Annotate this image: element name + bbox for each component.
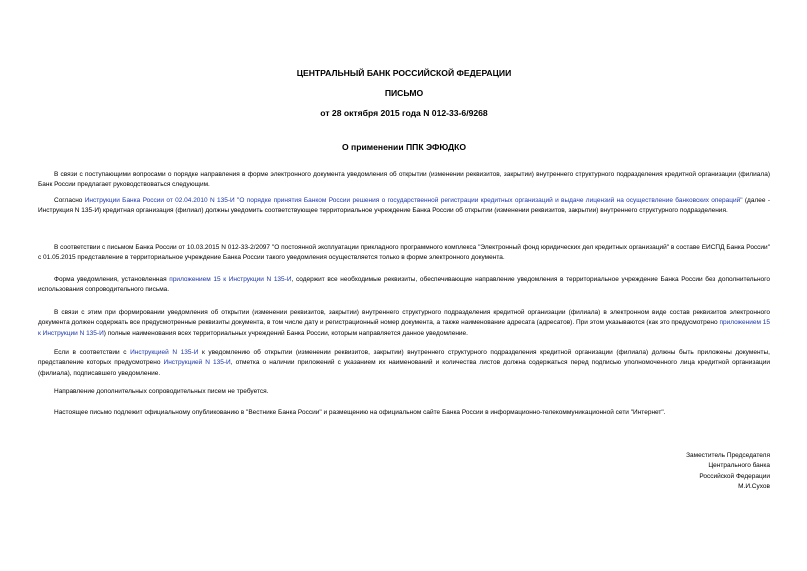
signature-name: М.И.Сухов xyxy=(738,482,770,490)
paragraph-8: Настоящее письмо подлежит официальному опубликованию в "Вестнике Банка России" и размещению на официальном сайте Банка России в информационно-телекоммуникационной сети "Интернет". xyxy=(54,409,666,416)
link-instruction-135i-second[interactable]: Инструкцией N 135-И xyxy=(130,349,199,356)
signature-block xyxy=(686,451,770,492)
paragraph-1: В связи с поступающими вопросами о порядке направления в форме электронного документа уведомления об открытии (изменении реквизитов, закрытии) внутреннего структурного подразделения кредитной организации (филиала) Банк России предлагает руководствоваться следующим. xyxy=(38,171,770,189)
signature-title: Заместитель Председателя xyxy=(686,452,770,459)
paragraph-2: Согласно Инструкции Банка России от 02.04.2010 N 135-И "О порядке принятия Банком России решения о государственной регистрации кредитных организаций и выдаче лицензий на осуществление банковских операций" (далее - Инструкция N 135-И) кредитная организация (филиал) должны уведомить соответствующее территориальное учреждение Банка России об открытии (изменении реквизитов, закрытии) внутреннего структурного подразделения. xyxy=(38,197,770,215)
signature-org: Центрального банка xyxy=(708,462,770,470)
link-appendix-15-second[interactable]: приложением 15 к Инструкции N 135-И xyxy=(38,319,770,337)
paragraph-6: Если в соответствии с Инструкцией N 135-И к уведомлению об открытии (изменении реквизитов, закрытии) внутреннего структурного подразделения кредитной организации (филиала) должны быть приложены документы, представление которых предусмотрено Инструкцией N 135-И, отметка о наличии приложений с указанием их наименований и количества листов должна содержаться перед подписью уполномоченного лица кредитной организации (филиала), подписавшего уведомление. xyxy=(38,349,770,377)
paragraph-7: Направление дополнительных сопроводительных писем не требуется. xyxy=(54,388,269,395)
link-instruction-135i-third[interactable]: Инструкцией N 135-И xyxy=(163,359,231,367)
signature-country: Российской Федерации xyxy=(699,472,770,480)
date-number: от 28 октября 2015 года N 012-33-6/9268 xyxy=(320,108,488,118)
link-instruction-135i[interactable]: Инструкции Банка России от 02.04.2010 N 135-И "О порядке принятия Банком России решения о государственной регистрации кредитных организаций и выдаче лицензий на осуществление банковских операций" xyxy=(84,197,743,204)
paragraph-4: Форма уведомления, установленная приложением 15 к Инструкции N 135-И, содержит все необходимые реквизиты, обеспечивающие направление уведомления в территориальное учреждение Банка России без дополнительного использования сопроводительного письма. xyxy=(38,276,770,294)
link-appendix-15[interactable]: приложением 15 к Инструкции N 135-И xyxy=(169,276,292,283)
paragraph-5: В связи с этим при формировании уведомления об открытии (изменении реквизитов, закрытии) внутреннего структурного подразделения кредитной организации (филиала) в электронном виде состав реквизитов электронного документа должен содержать все предусмотренные реквизиты документа, в том числе дату и регистрационный номер документа, а также наименование адресата (адресатов). При этом указываются (как это предусмотрено приложением 15 к Инструкции N 135-И) полные наименования всех территориальных учреждений Банка России, которым направляется данное уведомление. xyxy=(38,309,770,337)
document-page xyxy=(38,0,770,571)
doc-type: ПИСЬМО xyxy=(384,88,424,98)
org-title: ЦЕНТРАЛЬНЫЙ БАНК РОССИЙСКОЙ ФЕДЕРАЦИИ xyxy=(296,68,512,78)
subject-title: О применении ППК ЭФЮДКО xyxy=(341,142,467,152)
paragraph-3: В соответствии с письмом Банка России от 10.03.2015 N 012-33-2/2097 "О постоянной эксплуатации прикладного программного комплекса "Электронный фонд юридических дел кредитных организаций" в составе ЕИСПД Банка России" с 01.05.2015 представление в территориальное учреждение Банка России такого уведомления осуществляется только в форме электронного документа. xyxy=(38,244,770,262)
